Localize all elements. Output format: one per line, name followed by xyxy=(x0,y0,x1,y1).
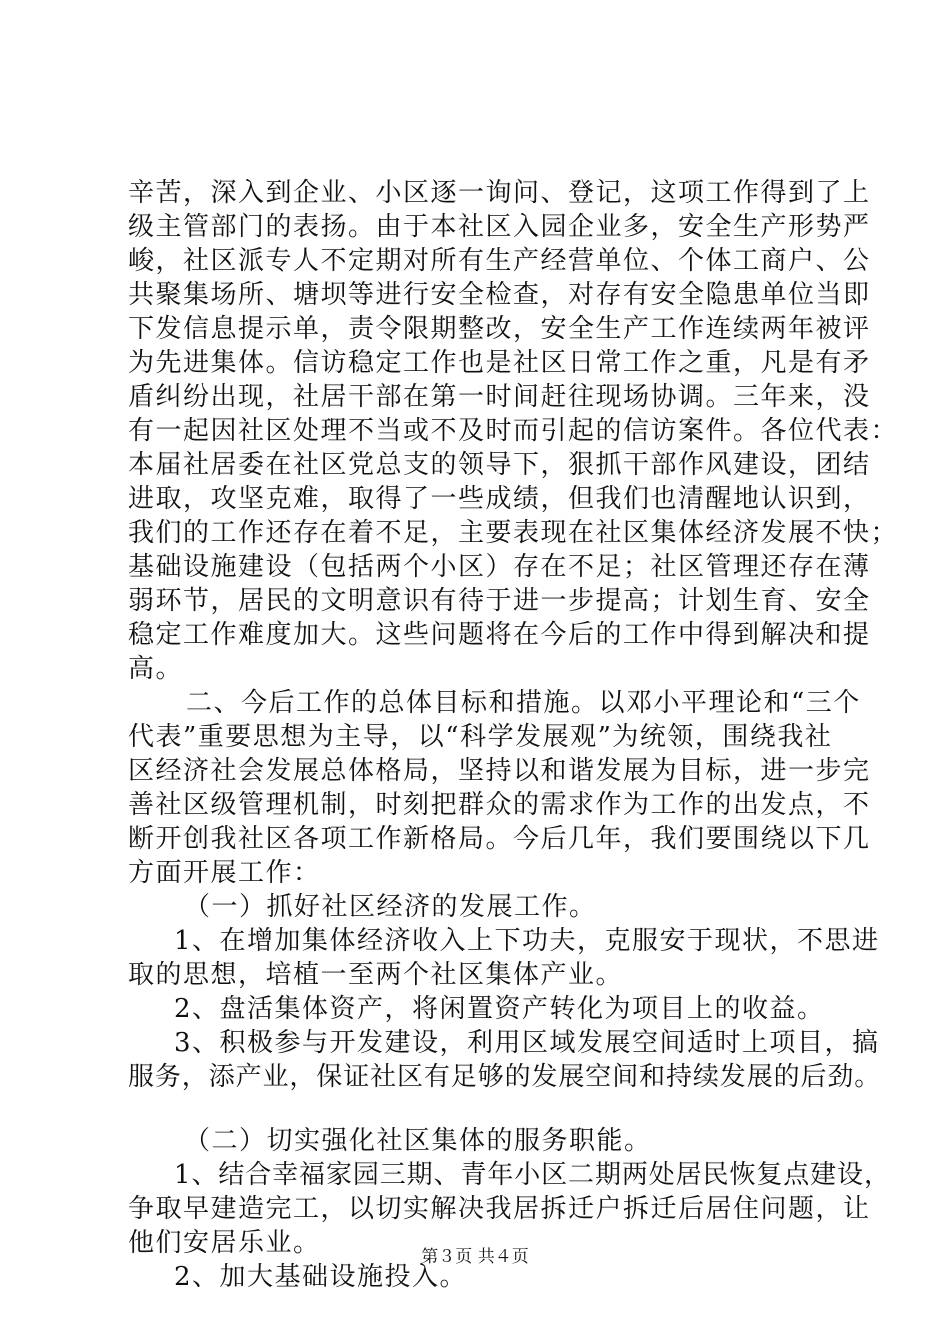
body-text-line: 断开创我社区各项工作新格局。今后几年，我们要围绕以下几 xyxy=(128,824,871,854)
list-item: 3、积极参与开发建设，利用区域发展空间适时上项目，搞 xyxy=(174,1028,880,1058)
body-text-line: 方面开展工作： xyxy=(128,858,321,888)
list-item: 2、加大基础设施投入。 xyxy=(174,1262,468,1292)
body-text-line: 盾纠纷出现，社居干部在第一时间赶往现场协调。三年来，没 xyxy=(128,382,871,412)
body-text-line: 代表”重要思想为主导，以“科学发展观”为统领，围绕我社 xyxy=(128,722,833,752)
list-item: 2、盘活集体资产，将闲置资产转化为项目上的收益。 xyxy=(174,994,825,1024)
body-text-line: 基础设施建设（包括两个小区）存在不足；社区管理还存在薄 xyxy=(128,552,871,582)
list-item: 1、在增加集体经济收入上下功夫，克服安于现状，不思进 xyxy=(174,926,880,956)
body-text-line: 我们的工作还存在着不足，主要表现在社区集体经济发展不快； xyxy=(128,518,899,548)
list-item-continuation: 取的思想，培植一至两个社区集体产业。 xyxy=(128,960,624,990)
body-text-line: 善社区级管理机制，时刻把群众的需求作为工作的出发点，不 xyxy=(128,790,871,820)
subsection-heading: （一）抓好社区经济的发展工作。 xyxy=(184,892,597,922)
body-text-line: 为先进集体。信访稳定工作也是社区日常工作之重，凡是有矛 xyxy=(128,348,871,378)
body-text-line: 有一起因社区处理不当或不及时而引起的信访案件。各位代表： xyxy=(128,416,899,446)
list-item: 1、结合幸福家园三期、青年小区二期两处居民恢复点建设， xyxy=(174,1160,891,1190)
page-number-footer: 第３页 共４页 xyxy=(421,1247,529,1267)
body-text-line: 辛苦，深入到企业、小区逐一询问、登记，这项工作得到了上 xyxy=(128,178,871,208)
body-text-line: 高。 xyxy=(128,654,184,684)
list-item-continuation: 争取早建造完工，以切实解决我居拆迁户拆迁后居住问题，让 xyxy=(128,1194,871,1224)
body-text-line: 区经济社会发展总体格局，坚持以和谐发展为目标，进一步完 xyxy=(128,756,871,786)
body-text-line: 下发信息提示单，责令限期整改，安全生产工作连续两年被评 xyxy=(128,314,871,344)
subsection-heading: （二）切实强化社区集体的服务职能。 xyxy=(184,1126,652,1156)
body-text-line: 弱环节，居民的文明意识有待于进一步提高；计划生育、安全 xyxy=(128,586,871,616)
body-text-line: 级主管部门的表扬。由于本社区入园企业多，安全生产形势严 xyxy=(128,212,871,242)
body-text-line: 稳定工作难度加大。这些问题将在今后的工作中得到解决和提 xyxy=(128,620,871,650)
body-text-line: 共聚集场所、塘坝等进行安全检查，对存有安全隐患单位当即 xyxy=(128,280,871,310)
list-item-continuation: 他们安居乐业。 xyxy=(128,1228,321,1258)
body-text-line: 峻，社区派专人不定期对所有生产经营单位、个体工商户、公 xyxy=(128,246,871,276)
body-text-line: 进取，攻坚克难，取得了一些成绩，但我们也清醒地认识到， xyxy=(128,484,871,514)
list-item-continuation: 服务，添产业，保证社区有足够的发展空间和持续发展的后劲。 xyxy=(128,1062,882,1092)
section-two-heading-line: 二、今后工作的总体目标和措施。以邓小平理论和“三个 xyxy=(186,688,861,718)
body-text-line: 本届社居委在社区党总支的领导下，狠抓干部作风建设，团结 xyxy=(128,450,871,480)
